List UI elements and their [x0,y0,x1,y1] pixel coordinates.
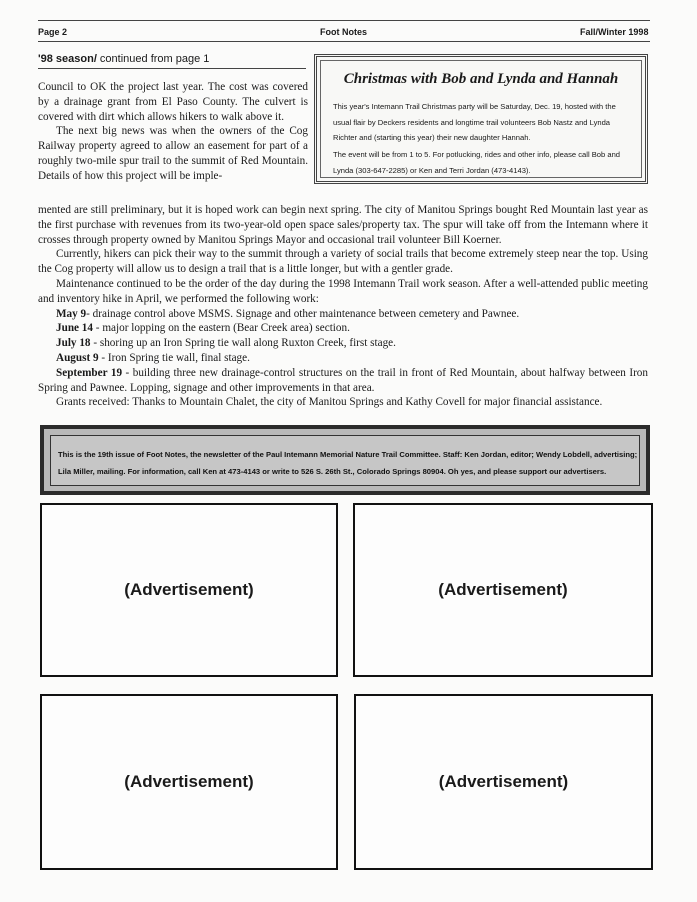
section-heading [38,53,308,65]
work-item-text: - drainage control above MSMS. Signage and other maintenance between cemetery and Pawnee. [86,307,520,320]
work-item-date: May 9 [56,307,87,320]
newsletter-info-box [40,425,650,495]
advertisement-slot [353,503,653,677]
christmas-box-title: Christmas with Bob and Lynda and Hannah [343,71,619,87]
work-item [38,321,648,336]
work-item [38,307,648,322]
section-rule [38,68,306,69]
work-item [38,351,648,366]
continued-note: continued from page 1 [96,53,210,65]
advertisement-label: (Advertisement) [438,580,568,599]
advertisement-slot [354,694,653,870]
christmas-box-frame [320,60,642,178]
christmas-party-box [314,54,648,184]
work-item-date: July 18 [56,337,91,350]
header-rule-top [38,20,650,21]
article-paragraph: The next big news was when the owners of the Cog Railway property agreed to allow an easement for part of a roughly two-mile spur trail to the summit of Red Mountain. Details of how this project will be imple- [38,125,308,182]
newsletter-name: Foot Notes [320,27,367,37]
work-item-text: - Iron Spring tie wall, final stage. [98,351,250,364]
work-item [38,366,648,396]
work-item-text: - building three new drainage-control structures on the trail in front of Red Mountain, about halfway between Iron Spring and Pawnee. Lopping, signage and other improvements in that area. [38,366,648,394]
work-item-date: August 9 [56,351,99,364]
christmas-box-paragraph: This year's Intemann Trail Christmas party will be Saturday, Dec. 19, hosted with the usual flair by Deckers residents and longtime trail volunteers Bob Nastz and Lynda Richter and (starting this year) their new daughter Hannah. [333,102,616,142]
work-item-text: - major lopping on the eastern (Bear Creek area) section. [93,322,350,335]
advertisement-label: (Advertisement) [124,580,254,599]
christmas-box-paragraph: The event will be from 1 to 5. For potlucking, rides and other info, please call Bob and Lynda (303-647-2285) or Ken and Terri Jordan (473-4143). [333,150,621,175]
article-column-left [38,80,308,184]
article-paragraph: mented are still preliminary, but it is hoped work can begin next spring. The city of Manitou Springs bought Red Mountain last year as the first purchase with revenues from its two-year-old open space sales/property tax. The spur will take off from the Intemann where it crosses through property owned by Manitou Springs Mayor and occasional trail volunteer Bill Koerner. [38,204,648,246]
article-paragraph: Currently, hikers can pick their way to the summit through a variety of social trails that become extremely steep near the top. Using the Cog property will allow us to design a trail that is a little longer, but with a gentler grade. [38,248,648,276]
advertisement-label: (Advertisement) [438,772,569,791]
info-box-text: This is the 19th issue of Foot Notes, the newsletter of the Paul Intemann Memorial Nature Trail Committee. Staff: Ken Jordan, editor; Wendy Lobdell, advertising; Lila Miller, mailing. For information, call Ken at 473-4143 or write to 526 S. 26th St., Colorado Springs 80904. Oh yes, and please support our advertisers. [58,450,638,476]
work-item-date: September 19 [56,366,123,379]
grants-paragraph: Grants received: Thanks to Mountain Chalet, the city of Manitou Springs and Kathy Covell for major financial assistance. [56,396,603,409]
article-paragraph: Maintenance continued to be the order of the day during the 1998 Intemann Trail work season. After a well-attended public meeting and inventory hike in April, we performed the following work: [38,277,648,305]
issue-date: Fall/Winter 1998 [580,27,649,37]
advertisement-slot [40,503,338,677]
work-item-text: - shoring up an Iron Spring tie wall along Ruxton Creek, first stage. [90,337,396,350]
article-paragraph: Council to OK the project last year. The cost was covered by a drainage grant from El Paso County. The culvert is covered with dirt which allows hikers to walk above it. [38,81,308,123]
section-title: '98 season/ [38,53,97,65]
article-column-wide [38,203,648,410]
advertisement-label: (Advertisement) [124,772,254,791]
page-number: Page 2 [38,27,68,37]
work-item-date: June 14 [56,322,93,335]
info-box-frame [50,435,640,486]
header-rule-bottom [38,41,650,42]
advertisement-slot [40,694,338,870]
work-item [38,336,648,351]
